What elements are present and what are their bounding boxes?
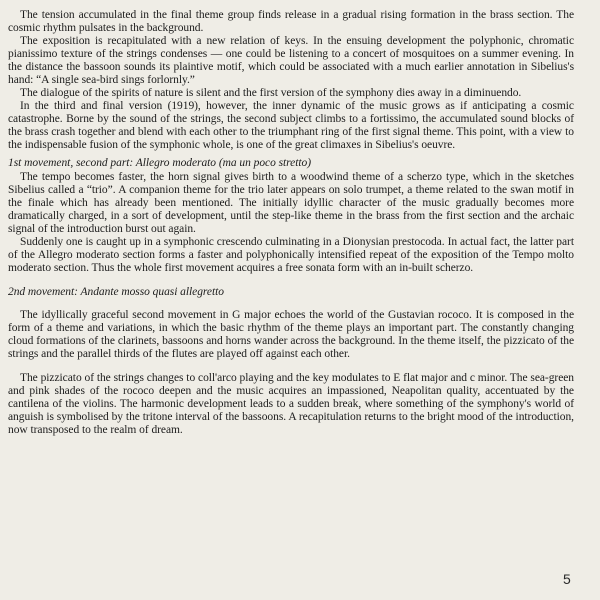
paragraph: The dialogue of the spirits of nature is silent and the first version of the symphony dies away in a diminuendo. bbox=[20, 87, 522, 99]
paragraph: In the third and final version (1919), however, the inner dynamic of the music grows as if anticipating a cosmic catastrophe. Borne by the sound of the strings, the second subject climbs to a fortissimo, the accumulated sound blocks of the brass crash together and blend with each other to the triumphant ring of the first signal theme. This point, with a view to the indispensable fusion of the symphonic whole, is one of the great climaxes in Sibelius's oeuvre. bbox=[8, 100, 574, 151]
paragraph: The pizzicato of the strings changes to coll'arco playing and the key modulates to E flat major and c minor. The sea-green and pink shades of the rococo deepen and the music acquires an impassioned, Neapolitan quality, accentuated by the cantilena of the violins. The harmonic development leads to a sudden break, where something of the symphony's world of anguish is symbolised by the tritone interval of the bassoons. A recapitulation returns to the bright mood of the introduction, now transposed to the realm of dream. bbox=[8, 372, 574, 436]
document-body bbox=[8, 9, 574, 437]
section-heading-second-movement: 2nd movement: Andante mosso quasi allegretto bbox=[8, 286, 224, 298]
paragraph: The tempo becomes faster, the horn signal gives birth to a woodwind theme of a scherzo type, which in the sketches Sibelius called a “trio”. A companion theme for the trio later appears on solo trumpet, a theme related to the swan motif in the finale which has already been mentioned. The initially idyllic character of the music gradually becomes more dramatically charged, in a sort of development, until the step-like theme in the brass from the first section and the archaic signal of the introduction burst out again. bbox=[8, 171, 574, 235]
section-heading-first-movement: 1st movement, second part: Allegro moderato (ma un poco stretto) bbox=[8, 157, 311, 169]
page-number: 5 bbox=[563, 571, 571, 587]
paragraph: The idyllically graceful second movement in G major echoes the world of the Gustavian rococo. It is composed in the form of a theme and variations, in which the basic rhythm of the theme plays an important part. The constantly changing cloud formations of the clarinets, bassoons and horns wander across the background. In the theme itself, the pizzicato of the strings and the parallel thirds of the flutes are played off against each other. bbox=[8, 309, 574, 360]
paragraph: The tension accumulated in the final theme group finds release in a gradual rising formation in the brass section. The cosmic rhythm pulsates in the background. bbox=[8, 9, 574, 34]
paragraph: Suddenly one is caught up in a symphonic crescendo culminating in a Dionysian prestocoda. In actual fact, the latter part of the Allegro moderato section forms a faster and polyphonically intensified repeat of the exposition of the Tempo molto moderato section. Thus the whole first movement acquires a free sonata form with an in-built scherzo. bbox=[8, 236, 574, 274]
paragraph: The exposition is recapitulated with a new relation of keys. In the ensuing development the polyphonic, chromatic pianissimo texture of the strings condenses — one could be listening to a concert of mosquitoes on a summer evening. In the distance the bassoon sounds its plaintive motif, which could be associated with a much earlier annotation in Sibelius's hand: “A single sea-bird sings forlornly.” bbox=[8, 35, 574, 86]
